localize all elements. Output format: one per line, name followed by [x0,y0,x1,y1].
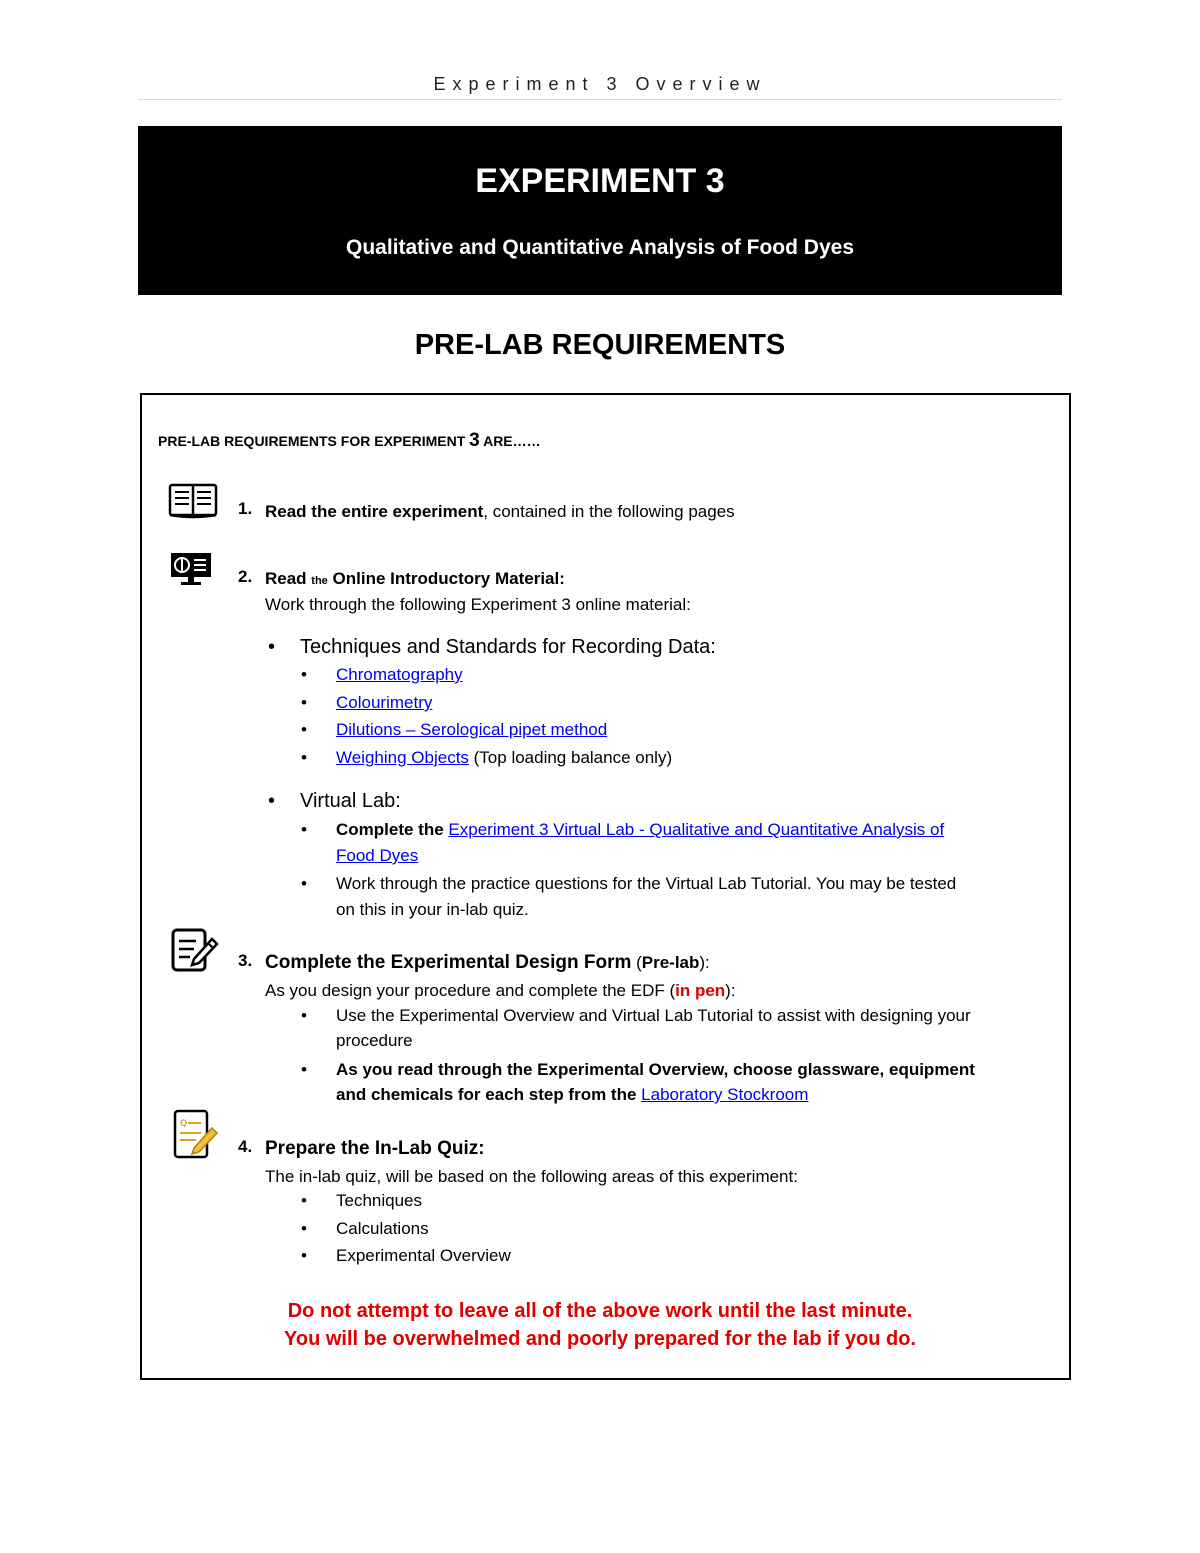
list-item [336,720,607,740]
banner-title: EXPERIMENT 3 [475,162,725,200]
step4-description: The in-lab quiz, will be based on the following areas of this experiment: [265,1167,798,1186]
list-item: Experimental Overview [336,1246,511,1265]
list-item: Work through the practice questions for the Virtual Lab Tutorial. You may be tested [336,874,957,893]
step1-number: 1. [238,499,253,518]
list-item: Techniques [336,1191,423,1210]
list-item: Calculations [336,1219,429,1238]
bullet: • [301,665,307,684]
banner-subtitle: Qualitative and Quantitative Analysis of Food Dyes [346,236,854,259]
header-divider [138,99,1062,100]
link-weighing-objects[interactable]: Weighing Objects [336,748,469,767]
group-virtual-lab-title: Virtual Lab: [300,790,401,812]
step2-description: Work through the following Experiment 3 online material: [265,595,691,614]
link-dilutions[interactable]: Dilutions – Serological pipet method [336,720,608,739]
bullet: • [301,874,307,893]
step4-number: 4. [238,1137,253,1156]
warning-line-1: Do not attempt to leave all of the above work until the last minute. [287,1300,913,1322]
edit-form-icon [170,925,220,973]
svg-text:Q: Q [180,1119,188,1129]
box-intro: PRE-LAB REQUIREMENTS FOR EXPERIMENT 3 ARE…… [158,430,541,451]
list-item: Use the Experimental Overview and Virtual Lab Tutorial to assist with designing your [336,1006,971,1025]
list-item: As you read through the Experimental Overview, choose glassware, equipment [336,1060,975,1079]
bullet: • [301,1219,307,1238]
title-banner [138,126,1062,295]
open-book-icon [168,481,218,519]
bullet: • [301,1006,307,1025]
link-virtual-lab[interactable]: Experiment 3 Virtual Lab - Qualitative and Quantitative Analysis of [448,820,945,839]
list-item-continuation: and chemicals for each step from the Laboratory Stockroom [336,1085,809,1104]
computer-monitor-icon [170,551,212,587]
link-colourimetry[interactable]: Colourimetry [336,693,433,712]
step2-heading: Read the Online Introductory Material: [265,569,565,588]
bullet: • [301,693,307,712]
bullet: • [268,636,276,658]
running-header: Experiment 3 Overview [433,74,767,94]
bullet: • [301,820,307,839]
list-item [336,693,432,713]
warning-line-2: You will be overwhelmed and poorly prepared for the lab if you do. [284,1328,916,1350]
list-item: Complete the Experiment 3 Virtual Lab - Qualitative and Quantitative Analysis of [336,820,945,839]
bullet: • [301,1060,307,1079]
link-chromatography[interactable]: Chromatography [336,665,463,684]
bullet: • [268,790,276,812]
bullet: • [301,720,307,739]
step3-heading: Complete the Experimental Design Form (Pre-lab): [265,952,710,973]
bullet: • [301,748,307,767]
bullet: • [301,1191,307,1210]
step2-number: 2. [238,567,253,586]
quiz-checklist-icon [172,1108,220,1160]
group-techniques-title: Techniques and Standards for Recording Data: [300,636,716,658]
list-item: Weighing Objects (Top loading balance only) [336,748,673,767]
link-laboratory-stockroom[interactable]: Laboratory Stockroom [641,1085,809,1104]
list-item-continuation: procedure [336,1031,413,1050]
list-item [336,665,463,685]
section-title: PRE-LAB REQUIREMENTS [414,329,786,361]
bullet: • [301,1246,307,1265]
list-item-continuation: on this in your in-lab quiz. [336,900,529,919]
link-virtual-lab-cont[interactable]: Food Dyes [336,846,419,865]
step3-description: As you design your procedure and complete the EDF (in pen): [265,981,736,1000]
step1-text: Read the entire experiment, contained in the following pages [265,502,735,521]
step4-heading: Prepare the In-Lab Quiz: [265,1138,485,1159]
list-item-continuation [336,846,418,866]
step3-number: 3. [238,951,253,970]
